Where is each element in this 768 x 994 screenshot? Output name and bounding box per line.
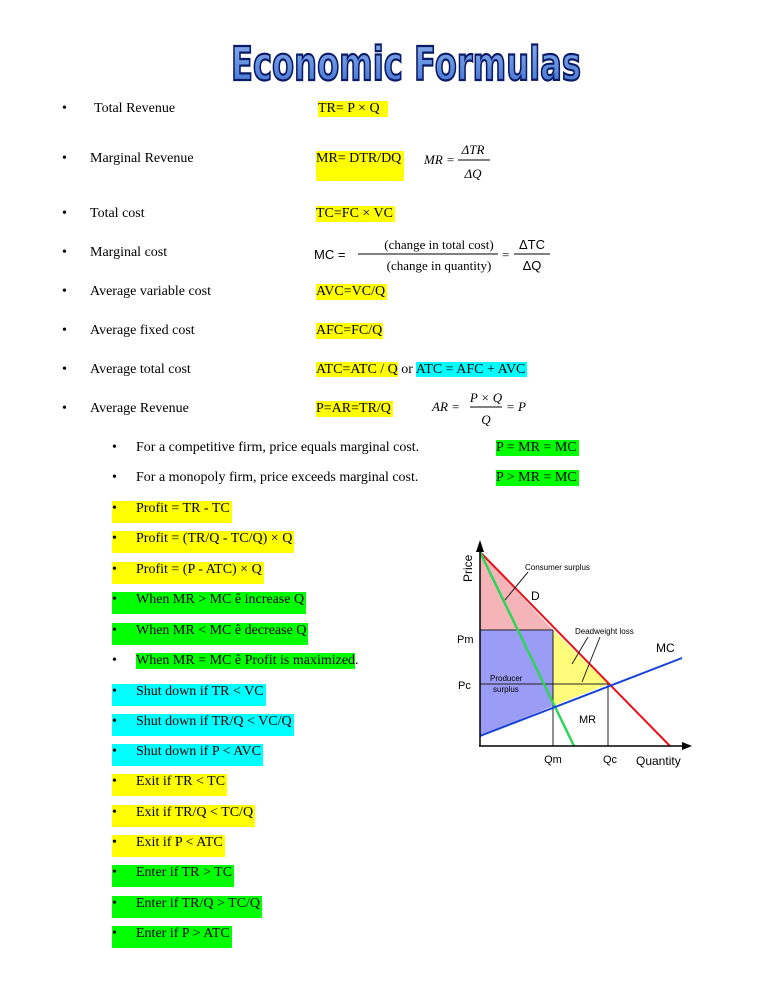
list-item: • When MR > MC ê increase Q: [112, 592, 306, 614]
pm-label: Pm: [457, 634, 474, 646]
rule-text: When MR = MC ê Profit is maximized: [136, 653, 356, 668]
svg-text:MC =: MC =: [314, 247, 346, 262]
rule-text: Enter if TR/Q > TC/Q: [136, 896, 261, 911]
term-label: Marginal cost: [90, 245, 168, 260]
list-item: • Shut down if TR < VC: [112, 684, 266, 706]
rule-text: Enter if P > ATC: [136, 926, 230, 941]
x-axis-label: Quantity: [636, 754, 681, 768]
mr-label: MR: [579, 714, 597, 726]
formula-row-average-revenue: • Average Revenue P=AR=TR/Q: [62, 401, 391, 416]
svg-text:AR =: AR =: [432, 399, 460, 414]
x-axis-arrow: [682, 742, 692, 750]
term-label: Average variable cost: [90, 284, 212, 299]
rule-text: For a competitive firm, price equals marginal cost.: [136, 440, 420, 455]
producer-surplus-label-2: surplus: [493, 685, 519, 694]
rule-text: When MR > MC ê increase Q: [136, 592, 305, 607]
rule-text: For a monopoly firm, price exceeds marginal cost.: [136, 470, 419, 485]
rule-text: When MR < MC ê decrease Q: [136, 623, 307, 638]
svg-text:(change in total cost): (change in total cost): [384, 237, 494, 252]
svg-text:ΔQ: ΔQ: [464, 166, 482, 181]
deadweight-loss-region: [553, 630, 608, 706]
formula-text-alt: ATC = AFC + AVC: [415, 362, 526, 377]
y-axis-arrow: [476, 540, 484, 552]
list-item: • Shut down if TR/Q < VC/Q: [112, 714, 294, 736]
formula-row-marginal-cost: • Marginal cost: [62, 245, 168, 260]
list-item: • Exit if TR < TC: [112, 774, 227, 796]
term-label: Total Revenue: [94, 101, 176, 116]
consumer-surplus-label: Consumer surplus: [525, 563, 590, 572]
average-revenue-equation: [432, 388, 542, 432]
rule-text: Profit = TR - TC: [136, 501, 230, 516]
formula-row-total-revenue: • Total Revenue TR= P × Q: [0, 101, 768, 123]
svg-text:ΔTC: ΔTC: [518, 237, 546, 252]
mc-label: MC: [656, 641, 675, 655]
term-label: Average total cost: [90, 362, 191, 377]
y-axis-label: Price: [461, 554, 475, 582]
formula-row-average-variable-cost: • Average variable cost AVC=VC/Q: [62, 284, 386, 299]
list-item: • Profit = (P - ATC) × Q: [112, 562, 264, 584]
list-item: • For a monopoly firm, price exceeds marginal cost.: [112, 470, 419, 485]
svg-text:= P: = P: [506, 399, 526, 414]
term-label: Total cost: [90, 206, 145, 221]
formula-text: P=AR=TR/Q: [316, 401, 391, 416]
svg-text:MR =: MR =: [424, 152, 455, 167]
svg-text:(change in quantity): (change in quantity): [386, 258, 492, 273]
list-item: • Enter if TR/Q > TC/Q: [112, 896, 262, 918]
rule-text: Shut down if P < AVC: [136, 744, 261, 759]
pc-label: Pc: [458, 680, 471, 692]
monopoly-deadweight-loss-graph: [440, 535, 710, 780]
list-item: • Exit if P < ATC: [112, 835, 225, 857]
svg-text:Q: Q: [481, 412, 491, 427]
demand-label: D: [531, 589, 540, 603]
qc-label: Qc: [602, 754, 618, 766]
producer-surplus-region: [480, 630, 553, 736]
deadweight-loss-label: Deadweight loss: [575, 627, 634, 636]
formula-text: AVC=VC/Q: [316, 284, 386, 299]
svg-text:P × Q: P × Q: [469, 390, 503, 405]
qm-label: Qm: [544, 754, 562, 766]
term-label: Average Revenue: [90, 401, 189, 416]
formula-text: ATC=ATC / Q: [316, 362, 398, 377]
page-title: [0, 30, 768, 90]
list-item: • Enter if P > ATC: [112, 926, 232, 948]
list-item: • Shut down if P < AVC: [112, 744, 263, 766]
marginal-cost-equation: [314, 234, 554, 276]
formula-text: AFC=FC/Q: [316, 323, 383, 338]
formula-text: TR= P × Q: [318, 101, 388, 117]
rule-text: Exit if TR/Q < TC/Q: [136, 805, 254, 820]
list-item: • Profit = TR - TC: [112, 501, 232, 523]
svg-text:Economic Formulas: Economic Formulas: [231, 37, 581, 90]
rule-text: Exit if TR < TC: [136, 774, 226, 789]
rule-text: Shut down if TR/Q < VC/Q: [136, 714, 292, 729]
formula-text: MR= DTR/DQ: [316, 151, 404, 181]
marginal-revenue-equation: [420, 140, 500, 188]
formula-text: TC=FC × VC: [316, 206, 393, 221]
list-item: • Enter if TR > TC: [112, 865, 234, 887]
svg-text:=: =: [502, 247, 510, 262]
rule-equation: P > MR = MC: [496, 470, 577, 485]
rule-text: Profit = (P - ATC) × Q: [136, 562, 262, 577]
formula-row-average-total-cost: • Average total cost ATC=ATC / Q or ATC = AFC + AVC: [62, 362, 526, 377]
rule-text: Profit = (TR/Q - TC/Q) × Q: [136, 531, 293, 546]
formula-connector: or: [401, 362, 413, 377]
svg-text:ΔQ: ΔQ: [522, 258, 542, 273]
term-label: Average fixed cost: [90, 323, 195, 338]
list-item: • Profit = (TR/Q - TC/Q) × Q: [112, 531, 294, 553]
formula-row-total-cost: • Total cost TC=FC × VC: [62, 206, 393, 221]
list-item: • For a competitive firm, price equals marginal cost.: [112, 440, 420, 455]
rule-text: Shut down if TR < VC: [136, 684, 264, 699]
list-item: • When MR = MC ê Profit is maximized.: [112, 653, 359, 668]
list-item: • When MR < MC ê decrease Q: [112, 623, 308, 645]
list-item: • Exit if TR/Q < TC/Q: [112, 805, 255, 827]
producer-surplus-label: Producer: [490, 674, 523, 683]
rule-text: Enter if TR > TC: [136, 865, 233, 880]
svg-text:ΔTR: ΔTR: [461, 142, 485, 157]
rule-equation: P = MR = MC: [496, 440, 577, 455]
rule-text: Exit if P < ATC: [136, 835, 223, 850]
formula-row-average-fixed-cost: • Average fixed cost AFC=FC/Q: [62, 323, 383, 338]
formula-row-marginal-revenue: • Marginal Revenue MR= DTR/DQ: [0, 151, 768, 173]
rule-trailing: .: [355, 653, 359, 668]
term-label: Marginal Revenue: [90, 151, 194, 166]
